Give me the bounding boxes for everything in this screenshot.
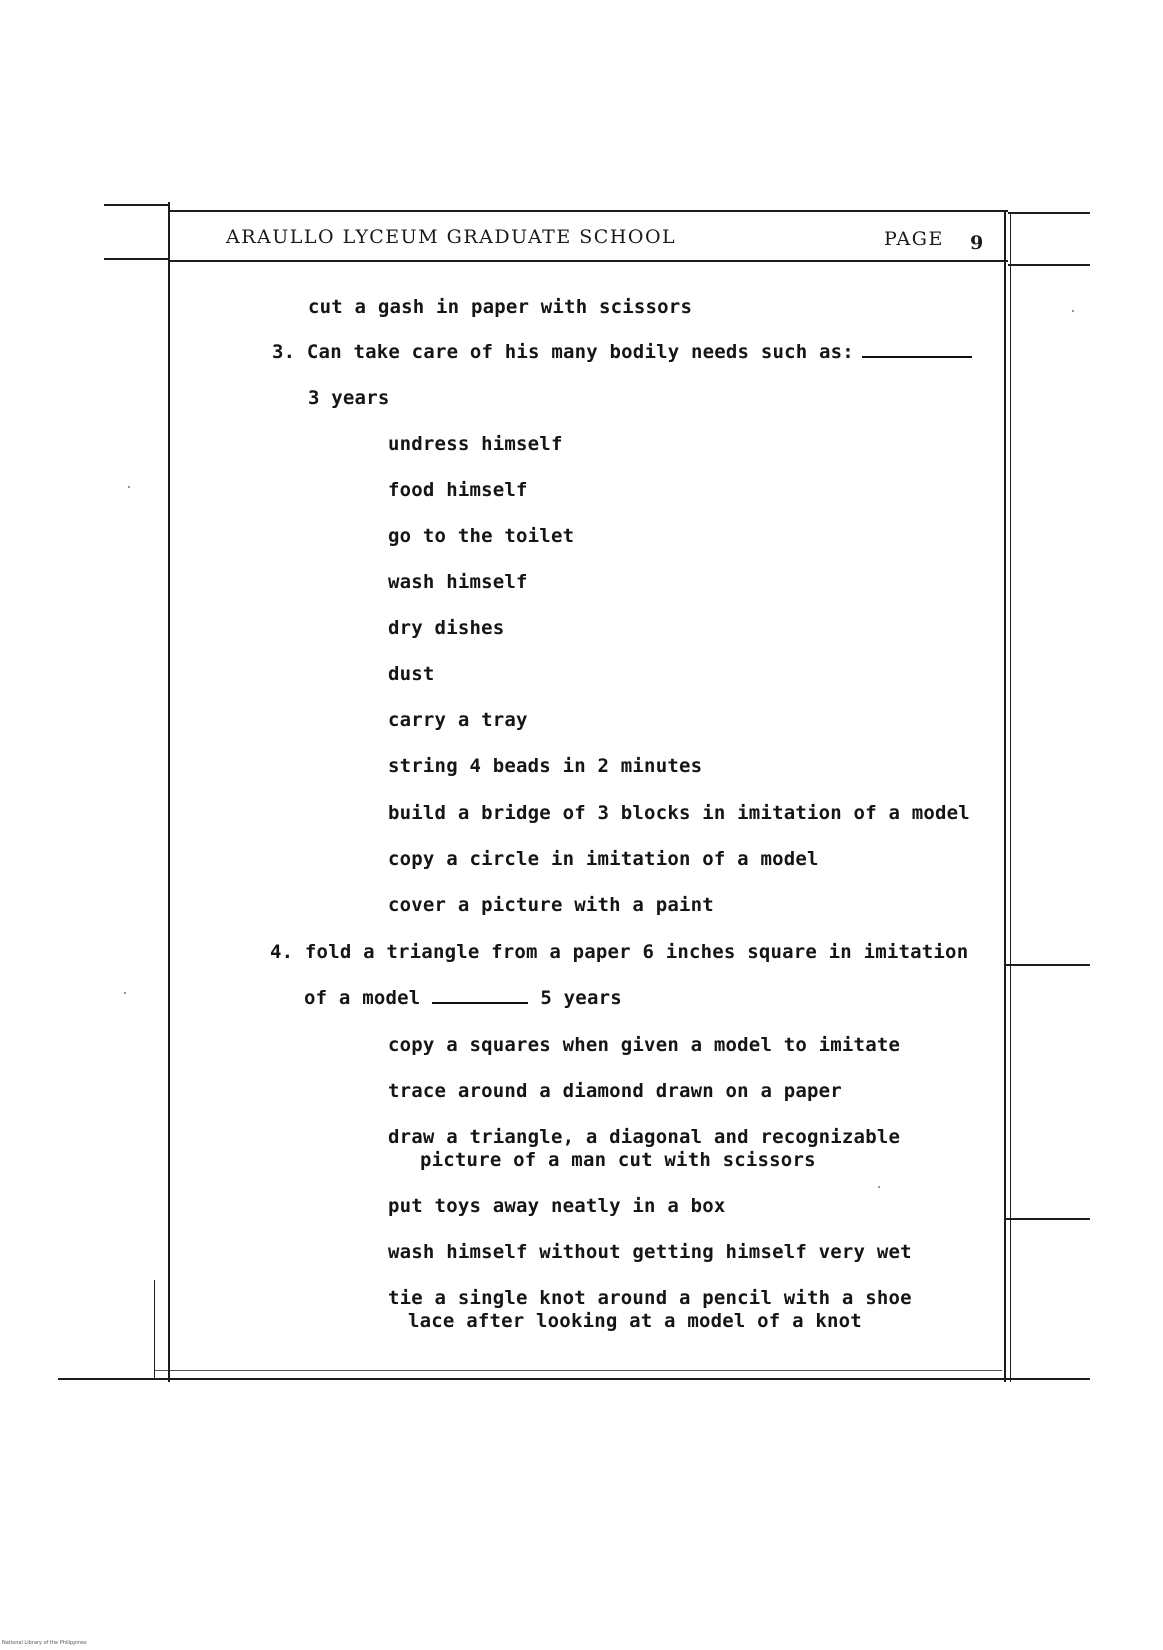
page-label: PAGE [884,228,944,250]
line-tray: carry a tray [388,709,528,731]
answer-blank-2 [432,1001,528,1004]
left-frame-line [168,202,170,1382]
item-4-continuation [304,987,622,1009]
header-bottom-rule-right [1008,264,1090,266]
line-dust: dust [388,663,435,685]
footer-attribution: National Library of the Philippines [2,1640,87,1646]
five-years-text: 5 years [540,987,622,1009]
item-4-line: 4. fold a triangle from a paper 6 inches square in imitation [270,941,969,963]
line-beads: string 4 beads in 2 minutes [388,755,703,777]
page-number: 9 [970,232,985,254]
line-3-years: 3 years [308,387,390,409]
bottom-inner-rule [154,1370,1002,1371]
line-knot: tie a single knot around a pencil with a shoe [388,1287,912,1309]
line-triangle-cont: picture of a man cut with scissors [420,1149,816,1171]
line-toys: put toys away neatly in a box [388,1195,726,1217]
line-squares: copy a squares when given a model to imitate [388,1034,901,1056]
right-margin-rule-1 [1004,964,1090,966]
line-toilet: go to the toilet [388,525,575,547]
item-3-line [272,341,980,363]
right-frame-line [1004,212,1006,1382]
scan-speck [1072,310,1074,312]
bottom-rule [58,1378,1090,1380]
line-bridge: build a bridge of 3 blocks in imitation of a model [388,802,970,824]
left-inner-frame-line [154,1280,155,1380]
header-bottom-rule-left [104,258,170,260]
school-name: ARAULLO LYCEUM GRADUATE SCHOOL [226,226,677,248]
line-wash-wet: wash himself without getting himself very wet [388,1241,912,1263]
top-right-rule [1008,212,1090,214]
line-triangle: draw a triangle, a diagonal and recognizable [388,1126,901,1148]
scan-speck [128,486,130,488]
right-outer-frame-line [1010,214,1011,1382]
line-1: cut a gash in paper with scissors [308,296,693,318]
line-diamond: trace around a diamond drawn on a paper [388,1080,842,1102]
answer-blank-1 [862,355,972,358]
header-bottom-rule [168,260,1008,262]
line-dishes: dry dishes [388,617,505,639]
scan-speck [124,992,126,994]
of-a-model-text: of a model [304,987,421,1009]
line-circle: copy a circle in imitation of a model [388,848,819,870]
line-wash: wash himself [388,571,528,593]
line-undress: undress himself [388,433,563,455]
right-margin-rule-2 [1004,1218,1090,1220]
line-paint: cover a picture with a paint [388,894,714,916]
header-top-rule [168,210,1008,212]
top-left-rule [104,204,170,206]
scan-speck [878,1186,880,1188]
line-food: food himself [388,479,528,501]
line-knot-cont: lace after looking at a model of a knot [408,1310,862,1332]
item-3-text: 3. Can take care of his many bodily needs such as: [272,341,854,363]
